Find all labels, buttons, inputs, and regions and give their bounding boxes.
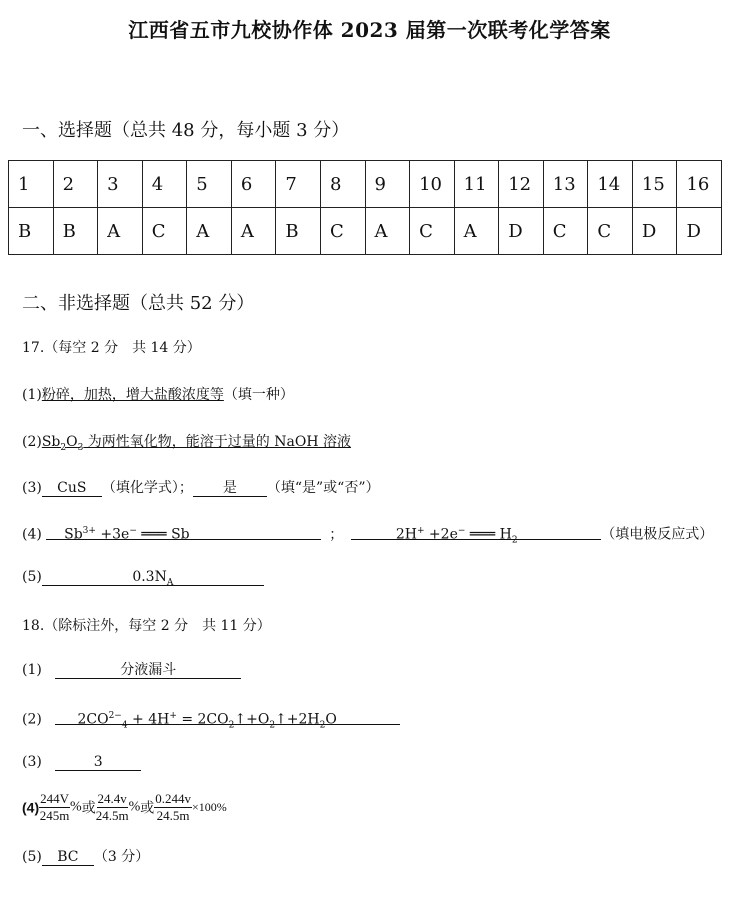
- part-label: (1): [22, 662, 42, 678]
- question-number-cell: 4: [142, 161, 187, 208]
- formula-part: O: [325, 711, 337, 728]
- superscript: −: [129, 526, 137, 536]
- answer-cell: A: [231, 208, 276, 255]
- part-label: (4): [22, 526, 42, 543]
- q17-part3: [22, 477, 379, 497]
- section2-heading: 二、非选择题（总共 52 分）: [22, 293, 255, 314]
- fraction: [96, 791, 129, 824]
- answer-cell: C: [543, 208, 588, 255]
- note-text: （填化学式）；: [101, 480, 193, 496]
- answer-blank: [351, 523, 601, 546]
- subscript: 2: [269, 720, 276, 731]
- part-label: (5): [22, 569, 42, 585]
- q17-part4: [22, 523, 713, 544]
- q17-part1: [22, 384, 294, 404]
- denominator: 245m: [39, 808, 70, 823]
- answer-blank: CuS: [42, 480, 102, 497]
- fraction: [154, 791, 192, 824]
- question-number-cell: 11: [454, 161, 499, 208]
- answer-blank: [46, 523, 321, 543]
- q18-part1: [22, 662, 241, 679]
- part-label: (1): [22, 387, 42, 403]
- formula-part: ↑+2H: [275, 711, 320, 728]
- answer-table: [8, 160, 722, 255]
- formula-part: +3e: [95, 526, 130, 543]
- equals-sign: ═══: [465, 526, 500, 543]
- question-number-cell: 2: [53, 161, 98, 208]
- answer-cell: D: [499, 208, 544, 255]
- formula-part: +2e: [424, 526, 458, 543]
- or-text: 或: [140, 801, 155, 817]
- question-number-cell: 5: [187, 161, 232, 208]
- subscript: 3: [77, 442, 84, 453]
- note-text: （填电极反应式）: [601, 526, 714, 543]
- answer-cell: B: [276, 208, 321, 255]
- answer-cell: B: [53, 208, 98, 255]
- note-text: （3 分）: [93, 849, 150, 865]
- numerator: 24.4v: [97, 791, 127, 806]
- formula-part: H: [499, 526, 512, 543]
- question-number-cell: 12: [499, 161, 544, 208]
- answer-cell: C: [410, 208, 455, 255]
- answer-cell: D: [632, 208, 677, 255]
- answer-blank: 3: [55, 754, 141, 771]
- formula-part: = 2CO: [176, 711, 229, 728]
- answer-blank: [55, 708, 400, 731]
- answer-blank: 是: [193, 480, 267, 497]
- note-text: （填一种）: [223, 387, 294, 403]
- question-number-cell: 15: [632, 161, 677, 208]
- question-number-cell: 16: [677, 161, 722, 208]
- answer-cell: B: [9, 208, 54, 255]
- answer-text: [41, 434, 351, 453]
- percent-sign: %: [70, 799, 82, 815]
- formula-part: + 4H: [127, 711, 170, 728]
- formula-part: 0.3N: [132, 569, 167, 585]
- formula-part: Sb: [171, 526, 190, 543]
- subscript: 2: [319, 720, 326, 731]
- q18-header: 18.（除标注外，每空 2 分 共 11 分）: [22, 618, 271, 634]
- formula-part: 2CO: [77, 711, 109, 728]
- part-label: (4): [22, 799, 40, 816]
- subscript: 4: [121, 720, 128, 731]
- question-number-cell: 8: [320, 161, 365, 208]
- section1-heading: 一、选择题（总共 48 分，每小题 3 分）: [22, 120, 350, 141]
- note-text: （填“是”或“否”）: [266, 480, 380, 496]
- answer-cell: C: [588, 208, 633, 255]
- denominator: 24.5m: [95, 808, 129, 823]
- question-number-cell: 7: [276, 161, 321, 208]
- answer-text: 粉碎，加热，增大盐酸浓度等: [41, 387, 224, 403]
- formula-part: O: [66, 434, 78, 450]
- formula-part: Sb: [64, 526, 83, 543]
- multiplier-text: ×100%: [191, 800, 227, 814]
- superscript: 3+: [82, 526, 96, 536]
- answer-cell: A: [365, 208, 410, 255]
- part-label: (2): [22, 434, 42, 450]
- superscript: 2−: [108, 711, 122, 721]
- part-label: (5): [22, 849, 42, 865]
- document-title: 江西省五市九校协作体 2023 届第一次联考化学答案: [128, 18, 611, 42]
- numerator: 0.244v: [155, 791, 191, 806]
- formula-part: 为两性氧化物，能溶于过量的 NaOH 溶液: [83, 434, 351, 450]
- superscript: +: [169, 711, 177, 721]
- answer-cell: C: [142, 208, 187, 255]
- q17-header: 17.（每空 2 分 共 14 分）: [22, 340, 201, 356]
- subscript: 2: [228, 720, 235, 731]
- answer-cell: C: [320, 208, 365, 255]
- question-number-cell: 13: [543, 161, 588, 208]
- answer-blank: 分液漏斗: [55, 662, 241, 679]
- question-number-row: [9, 161, 722, 208]
- part-label: (3): [22, 480, 42, 496]
- formula-part: Sb: [41, 434, 61, 450]
- question-number-cell: 1: [9, 161, 54, 208]
- fraction: [39, 791, 70, 824]
- part-label: (2): [22, 711, 42, 728]
- q17-part2: [22, 431, 351, 453]
- superscript: +: [416, 526, 425, 536]
- denominator: 24.5m: [156, 808, 190, 823]
- separator: ；: [329, 526, 344, 543]
- subscript: A: [166, 577, 174, 588]
- answer-cell: D: [677, 208, 722, 255]
- part-label: (3): [22, 754, 42, 770]
- answer-blank: [42, 569, 264, 586]
- question-number-cell: 14: [588, 161, 633, 208]
- superscript: −: [457, 526, 466, 536]
- question-number-cell: 10: [410, 161, 455, 208]
- or-text: 或: [81, 801, 96, 817]
- answer-row: [9, 208, 722, 255]
- question-number-cell: 9: [365, 161, 410, 208]
- question-number-cell: 6: [231, 161, 276, 208]
- equals-sign: ═══: [136, 526, 172, 543]
- q18-part5: [22, 846, 149, 866]
- q18-part2: [22, 708, 400, 731]
- q18-part3: [22, 754, 141, 771]
- formula-part: ↑+O: [234, 711, 270, 728]
- question-number-cell: 3: [98, 161, 143, 208]
- answer-blank: BC: [42, 849, 94, 866]
- q18-part4: [22, 791, 227, 824]
- numerator: 244V: [40, 791, 70, 806]
- q17-part5: [22, 569, 264, 586]
- subscript: 2: [511, 535, 518, 546]
- subscript: 2: [60, 442, 67, 453]
- formula-part: 2H: [395, 526, 417, 543]
- answer-cell: A: [98, 208, 143, 255]
- percent-sign: %: [128, 799, 141, 815]
- answer-cell: A: [454, 208, 499, 255]
- answer-cell: A: [187, 208, 232, 255]
